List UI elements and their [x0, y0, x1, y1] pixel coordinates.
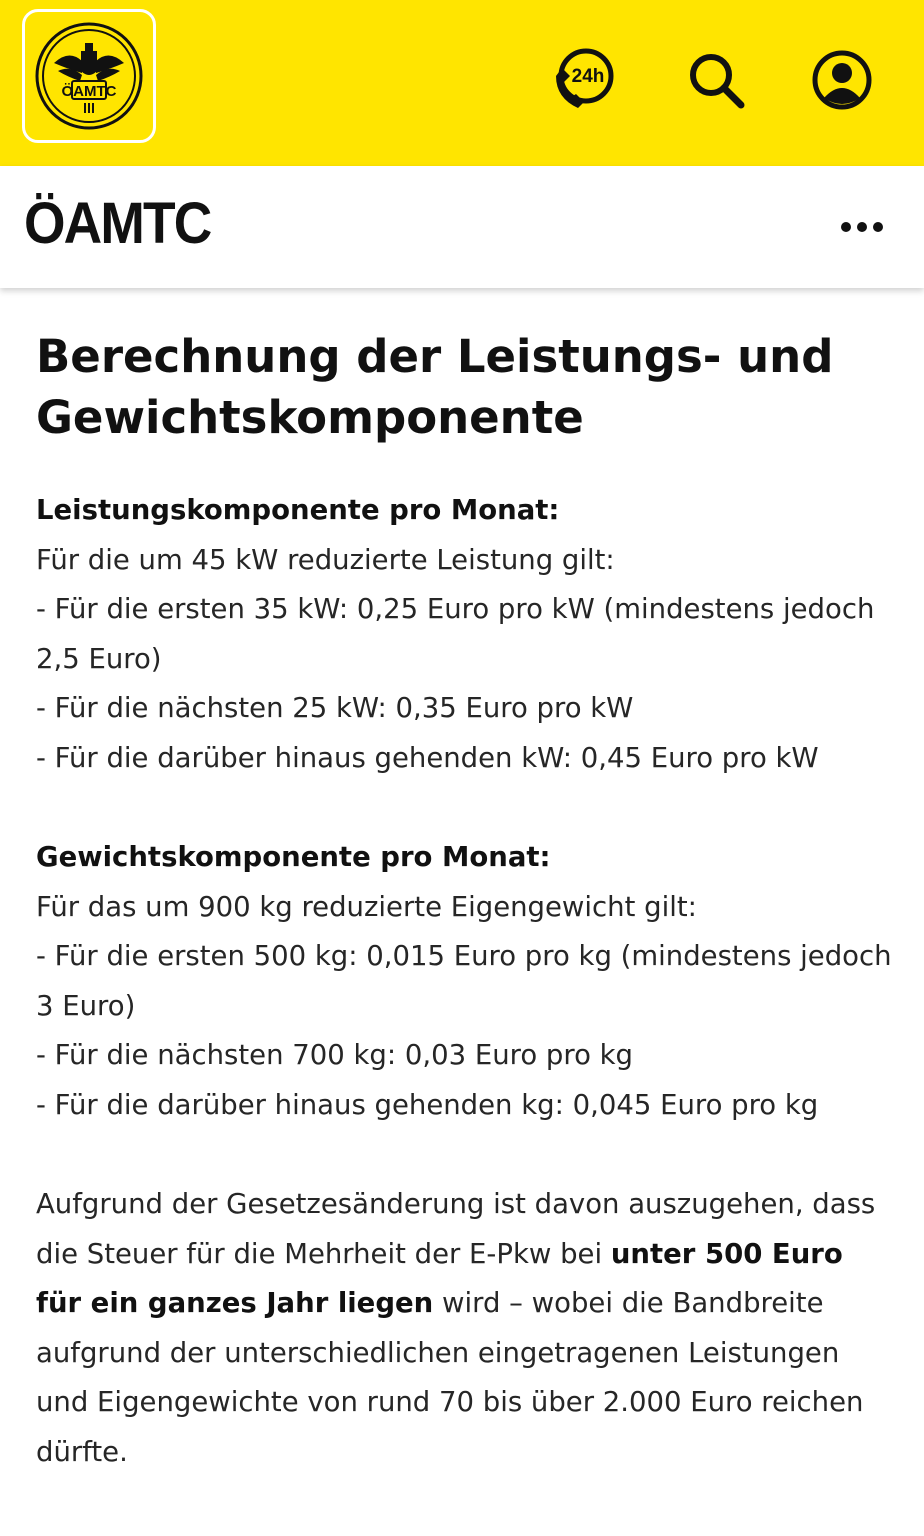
summary-paragraph [36, 1180, 896, 1477]
oeamtc-emblem-icon [34, 21, 144, 131]
oeamtc-logo-button[interactable] [22, 9, 156, 143]
article-title: Berechnung der Leistungs- und Gewichtskomponente [36, 330, 834, 444]
summary-part-2: wird – wobei die Bandbreite aufgrund der unterschiedlichen eingetragenen Leistungen und Eigengewichte von rund 70 bis über 2.000 Euro reichen dürfte. [36, 1287, 864, 1468]
phone-24h-icon [550, 46, 618, 114]
article-content [36, 326, 896, 1477]
oeamtc-wordmark[interactable]: ÖAMTC [24, 191, 211, 256]
account-button[interactable] [808, 46, 876, 114]
weight-intro: Für das um 900 kg reduzierte Eigengewicht gilt: [36, 890, 697, 923]
weight-line-1: - Für die ersten 500 kg: 0,015 Euro pro kg (mindestens jedoch 3 Euro) [36, 940, 892, 1022]
weight-line-3: - Für die darüber hinaus gehenden kg: 0,045 Euro pro kg [36, 1088, 819, 1121]
power-line-3: - Für die darüber hinaus gehenden kW: 0,45 Euro pro kW [36, 741, 819, 774]
power-line-1: - Für die ersten 35 kW: 0,25 Euro pro kW (mindestens jedoch 2,5 Euro) [36, 593, 875, 675]
logo-text: ÖAMTC [61, 83, 117, 100]
power-component-section [36, 486, 896, 783]
search-icon [685, 49, 747, 111]
weight-component-section [36, 833, 896, 1130]
summary-part-1: Aufgrund der Gesetzesänderung ist davon auszugehen, dass die Steuer für die Mehrheit der E-Pkw bei [36, 1188, 876, 1270]
power-intro: Für die um 45 kW reduzierte Leistung gilt: [36, 543, 615, 576]
more-horizontal-icon [840, 221, 884, 233]
emergency-24h-button[interactable] [550, 46, 618, 114]
top-bar [0, 0, 924, 166]
more-menu-button[interactable] [830, 205, 894, 249]
power-line-2: - Für die nächsten 25 kW: 0,35 Euro pro kW [36, 692, 634, 724]
badge-24h: 24h [571, 66, 605, 87]
search-button[interactable] [682, 46, 750, 114]
summary-bold: unter 500 Euro für ein ganzes Jahr liegen [36, 1237, 843, 1319]
power-heading: Leistungskomponente pro Monat: [36, 494, 560, 526]
weight-line-2: - Für die nächsten 700 kg: 0,03 Euro pro kg [36, 1039, 634, 1071]
user-icon [810, 48, 874, 112]
weight-heading: Gewichtskomponente pro Monat: [36, 841, 551, 873]
